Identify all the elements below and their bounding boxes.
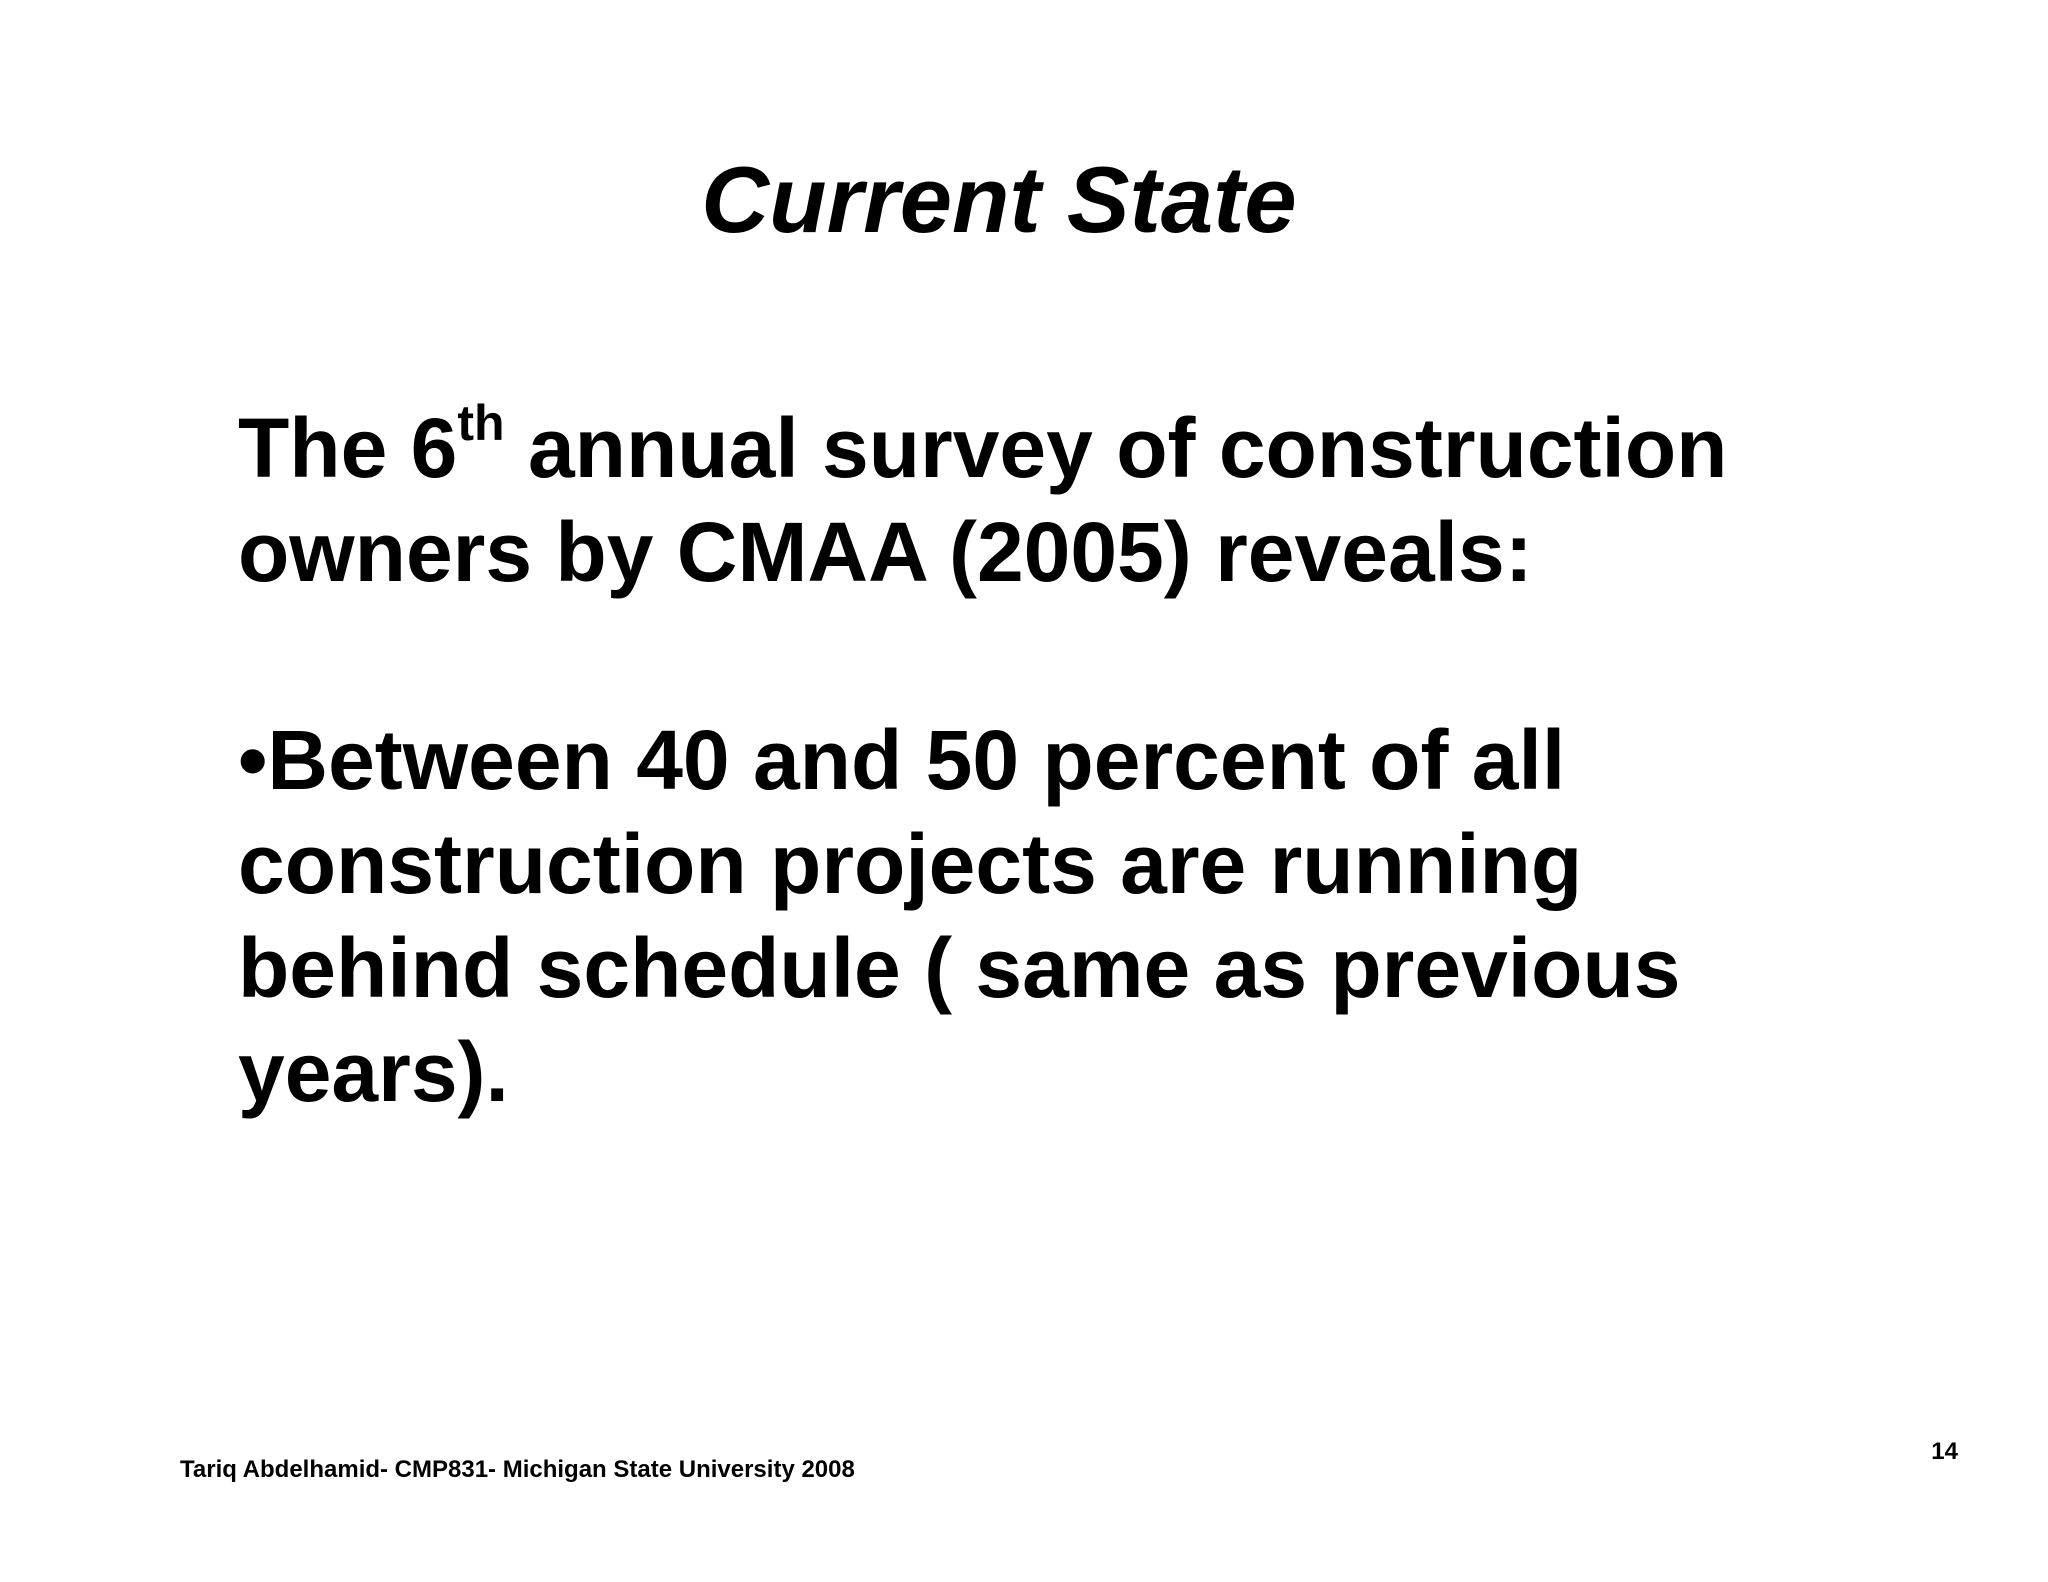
bullet-text: Between 40 and 50 percent of all construction projects are running behind schedule ( same as previous years).	[238, 713, 1681, 1119]
slide-footer: Tariq Abdelhamid- CMP831- Michigan State University 2008	[180, 1456, 855, 1483]
slide-title: Current State	[701, 147, 1297, 252]
intro-text-start: The 6	[238, 401, 458, 495]
slide-body	[238, 396, 1798, 1124]
intro-paragraph	[238, 396, 1798, 604]
ordinal-suffix: th	[457, 395, 505, 451]
intro-text-end: annual survey of construction owners by CMAA (2005) reveals:	[238, 401, 1728, 599]
bullet-marker: •	[238, 713, 268, 807]
bullet-item	[238, 708, 1798, 1124]
page-number: 14	[1931, 1438, 1958, 1465]
